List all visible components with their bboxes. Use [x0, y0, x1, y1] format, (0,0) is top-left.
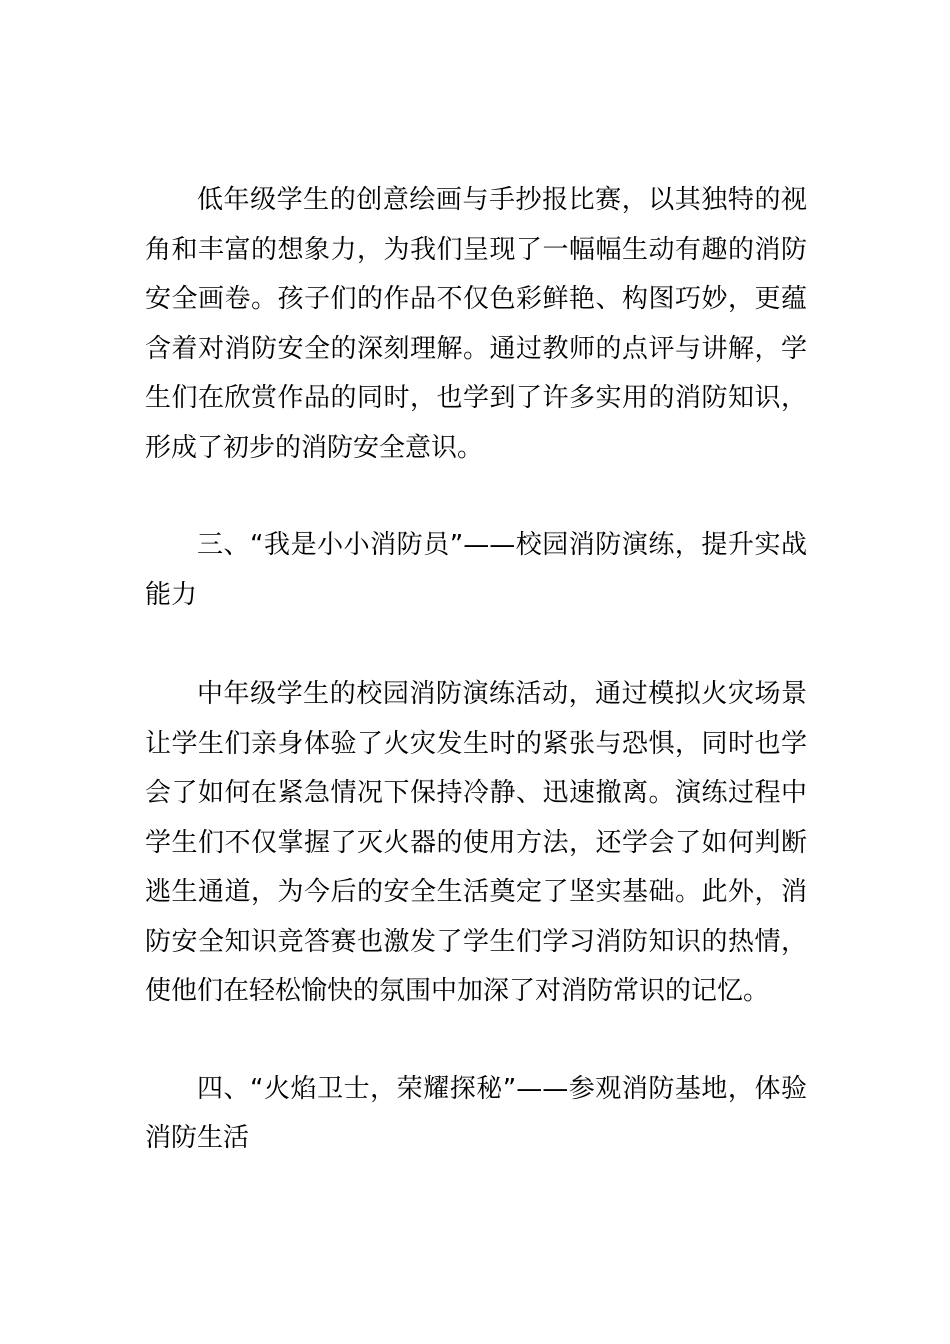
section-heading-4: 四、“火焰卫士，荣耀探秘”——参观消防基地，体验消防生活: [145, 1073, 807, 1153]
body-paragraph-1: 低年级学生的创意绘画与手抄报比赛，以其独特的视角和丰富的想象力，为我们呈现了一幅幅生动有趣的消防安全画卷。孩子们的作品不仅色彩鲜艳、构图巧妙，更蕴含着对消防安全的深刻理解。通过教师的点评与讲解，学生们在欣赏作品的同时，也学到了许多实用的消防知识，形成了初步的消防安全意识。: [145, 185, 807, 463]
document-page: [145, 176, 807, 1164]
section-heading-3: 三、“我是小小消防员”——校园消防演练，提升实战能力: [145, 530, 807, 610]
body-paragraph-2: 中年级学生的校园消防演练活动，通过模拟火灾场景让学生们亲身体验了火灾发生时的紧张与恐惧，同时也学会了如何在紧急情况下保持冷静、迅速撤离。演练过程中学生们不仅掌握了灭火器的使用方法，还学会了如何判断逃生通道，为今后的安全生活奠定了坚实基础。此外，消防安全知识竞答赛也激发了学生们学习消防知识的热情，使他们在轻松愉快的氛围中加深了对消防常识的记忆。: [145, 679, 807, 1006]
